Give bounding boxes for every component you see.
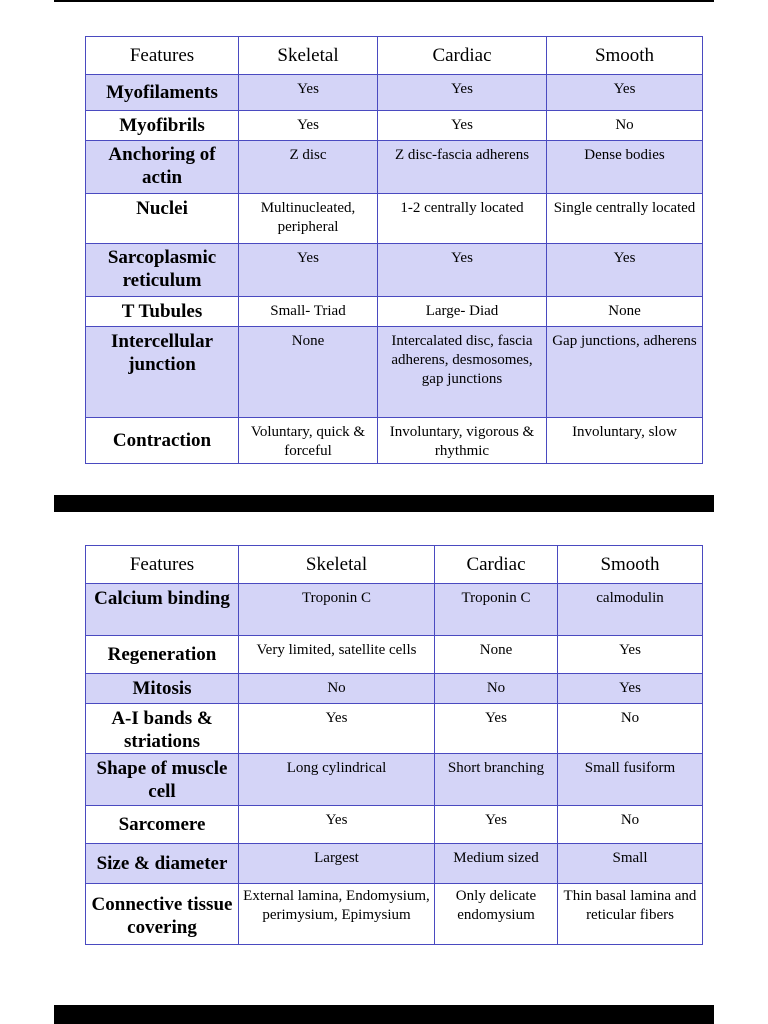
skeletal-cell: Largest bbox=[239, 844, 435, 884]
smooth-cell: No bbox=[558, 704, 703, 754]
cardiac-cell: Z disc-fascia adherens bbox=[378, 141, 547, 194]
feature-cell: Myofilaments bbox=[86, 75, 239, 111]
feature-cell: Calcium binding bbox=[86, 584, 239, 636]
header-cardiac: Cardiac bbox=[435, 546, 558, 584]
cardiac-cell: Intercalated disc, fascia adherens, desmosomes, gap junctions bbox=[378, 327, 547, 418]
feature-cell: Myofibrils bbox=[86, 111, 239, 141]
header-features: Features bbox=[86, 546, 239, 584]
smooth-cell: Involuntary, slow bbox=[547, 418, 703, 464]
table-row bbox=[86, 244, 703, 297]
smooth-cell: None bbox=[547, 297, 703, 327]
cardiac-cell: Yes bbox=[435, 806, 558, 844]
cardiac-cell: Troponin C bbox=[435, 584, 558, 636]
smooth-cell: calmodulin bbox=[558, 584, 703, 636]
skeletal-cell: Multinucleated, peripheral bbox=[239, 194, 378, 244]
smooth-cell: No bbox=[547, 111, 703, 141]
feature-cell: Size & diameter bbox=[86, 844, 239, 884]
table-row bbox=[86, 674, 703, 704]
smooth-cell: Yes bbox=[558, 636, 703, 674]
smooth-cell: Small bbox=[558, 844, 703, 884]
feature-cell: Sarcomere bbox=[86, 806, 239, 844]
table-row bbox=[86, 194, 703, 244]
smooth-cell: Yes bbox=[547, 75, 703, 111]
top-separator-bar bbox=[54, 0, 714, 2]
cardiac-cell: Large- Diad bbox=[378, 297, 547, 327]
skeletal-cell: Yes bbox=[239, 806, 435, 844]
header-smooth: Smooth bbox=[558, 546, 703, 584]
cardiac-cell: No bbox=[435, 674, 558, 704]
cardiac-cell: Only delicate endomysium bbox=[435, 884, 558, 945]
feature-cell: Mitosis bbox=[86, 674, 239, 704]
feature-cell: Regeneration bbox=[86, 636, 239, 674]
skeletal-cell: Very limited, satellite cells bbox=[239, 636, 435, 674]
header-cardiac: Cardiac bbox=[378, 37, 547, 75]
feature-cell: Sarcoplasmic reticulum bbox=[86, 244, 239, 297]
skeletal-cell: Voluntary, quick & forceful bbox=[239, 418, 378, 464]
skeletal-cell: Long cylindrical bbox=[239, 754, 435, 806]
table-row bbox=[86, 584, 703, 636]
cardiac-cell: 1-2 centrally located bbox=[378, 194, 547, 244]
skeletal-cell: Yes bbox=[239, 111, 378, 141]
table-row bbox=[86, 636, 703, 674]
table-row bbox=[86, 704, 703, 754]
feature-cell: Shape of muscle cell bbox=[86, 754, 239, 806]
feature-cell: Nuclei bbox=[86, 194, 239, 244]
muscle-comparison-table-1 bbox=[85, 36, 703, 464]
feature-cell: Intercellular junction bbox=[86, 327, 239, 418]
smooth-cell: Dense bodies bbox=[547, 141, 703, 194]
feature-cell: A-I bands & striations bbox=[86, 704, 239, 754]
muscle-comparison-table-2 bbox=[85, 545, 703, 945]
header-smooth: Smooth bbox=[547, 37, 703, 75]
header-skeletal: Skeletal bbox=[239, 37, 378, 75]
skeletal-cell: No bbox=[239, 674, 435, 704]
table-row bbox=[86, 844, 703, 884]
table-row bbox=[86, 141, 703, 194]
table-row bbox=[86, 297, 703, 327]
header-features: Features bbox=[86, 37, 239, 75]
feature-cell: Contraction bbox=[86, 418, 239, 464]
table-row bbox=[86, 75, 703, 111]
cardiac-cell: Yes bbox=[378, 75, 547, 111]
middle-separator-bar bbox=[54, 495, 714, 512]
smooth-cell: Thin basal lamina and reticular fibers bbox=[558, 884, 703, 945]
skeletal-cell: Troponin C bbox=[239, 584, 435, 636]
skeletal-cell: Z disc bbox=[239, 141, 378, 194]
skeletal-cell: External lamina, Endomysium, perimysium, Epimysium bbox=[239, 884, 435, 945]
header-skeletal: Skeletal bbox=[239, 546, 435, 584]
skeletal-cell: Small- Triad bbox=[239, 297, 378, 327]
smooth-cell: Single centrally located bbox=[547, 194, 703, 244]
skeletal-cell: Yes bbox=[239, 244, 378, 297]
smooth-cell: Yes bbox=[547, 244, 703, 297]
smooth-cell: No bbox=[558, 806, 703, 844]
skeletal-cell: None bbox=[239, 327, 378, 418]
feature-cell: T Tubules bbox=[86, 297, 239, 327]
smooth-cell: Small fusiform bbox=[558, 754, 703, 806]
table-row bbox=[86, 327, 703, 418]
table-row bbox=[86, 111, 703, 141]
bottom-separator-bar bbox=[54, 1005, 714, 1024]
table-header-row bbox=[86, 37, 703, 75]
skeletal-cell: Yes bbox=[239, 704, 435, 754]
table-header-row bbox=[86, 546, 703, 584]
feature-cell: Anchoring of actin bbox=[86, 141, 239, 194]
table-row bbox=[86, 418, 703, 464]
table-row bbox=[86, 884, 703, 945]
skeletal-cell: Yes bbox=[239, 75, 378, 111]
cardiac-cell: Short branching bbox=[435, 754, 558, 806]
cardiac-cell: Involuntary, vigorous & rhythmic bbox=[378, 418, 547, 464]
cardiac-cell: None bbox=[435, 636, 558, 674]
table-row bbox=[86, 806, 703, 844]
table-row bbox=[86, 754, 703, 806]
cardiac-cell: Yes bbox=[378, 244, 547, 297]
feature-cell: Connective tissue covering bbox=[86, 884, 239, 945]
cardiac-cell: Yes bbox=[378, 111, 547, 141]
smooth-cell: Gap junctions, adherens bbox=[547, 327, 703, 418]
smooth-cell: Yes bbox=[558, 674, 703, 704]
cardiac-cell: Yes bbox=[435, 704, 558, 754]
cardiac-cell: Medium sized bbox=[435, 844, 558, 884]
